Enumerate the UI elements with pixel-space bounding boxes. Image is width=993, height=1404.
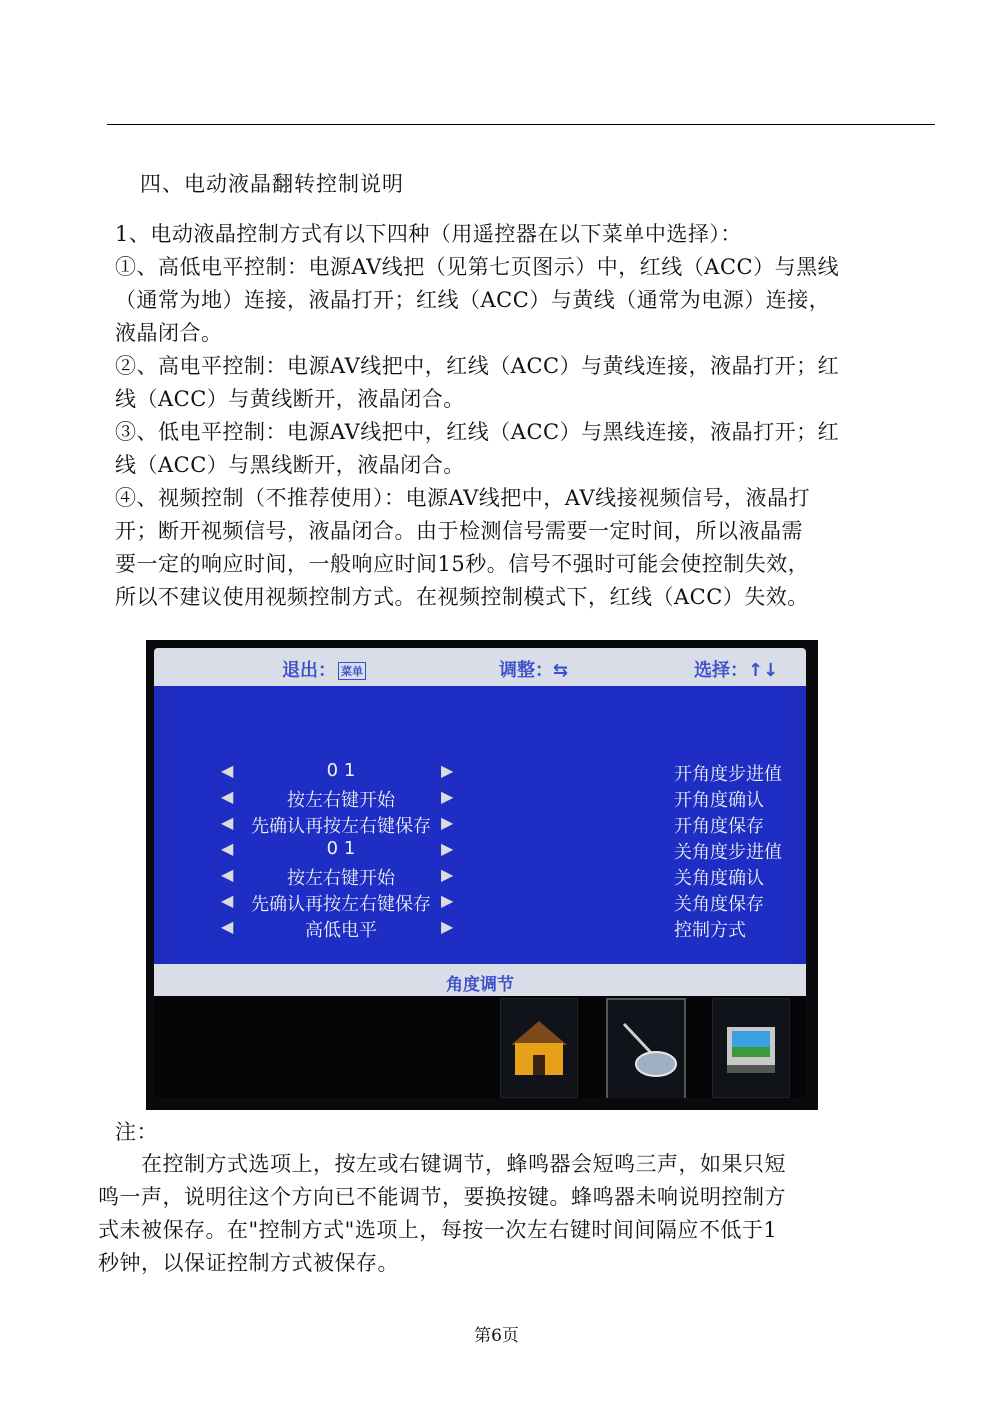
note-label: 注： — [115, 1120, 158, 1144]
paragraph-line: 要一定的响应时间，一般响应时间15秒。信号不强时可能会使控制失效， — [115, 552, 810, 576]
osd-row-open-confirm[interactable] — [166, 784, 792, 810]
paragraph-line: ④、视频控制（不推荐使用）：电源AV线把中，AV线接视频信号，液晶打 — [115, 486, 811, 510]
row-name: 关角度步进值 — [674, 842, 782, 863]
right-arrow-icon[interactable]: ▶ — [441, 891, 454, 910]
paragraph-line: 开；断开视频信号，液晶闭合。由于检测信号需要一定时间，所以液晶需 — [115, 519, 803, 543]
osd-row-open-save[interactable] — [166, 810, 792, 836]
paragraph-line: 所以不建议使用视频控制方式。在视频控制模式下，红线（ACC）失效。 — [115, 585, 809, 609]
left-arrow-icon[interactable]: ◀ — [221, 761, 234, 780]
right-arrow-icon[interactable]: ▶ — [441, 761, 454, 780]
right-arrow-icon[interactable]: ▶ — [441, 813, 454, 832]
row-name: 关角度保存 — [674, 894, 764, 915]
osd-settings-panel — [166, 686, 792, 976]
right-arrow-icon[interactable]: ▶ — [441, 839, 454, 858]
osd-top-bar — [154, 648, 806, 686]
osd-menu — [154, 648, 806, 1098]
section-heading: 四、电动液晶翻转控制说明 — [140, 172, 404, 196]
osd-row-open-step[interactable] — [166, 758, 792, 784]
tv-screen-icon[interactable] — [712, 998, 790, 1098]
note-line: 在控制方式选项上，按左或右键调节，蜂鸣器会短鸣三声，如果只短 — [98, 1152, 786, 1176]
row-name: 开角度保存 — [674, 816, 764, 837]
paragraph-line: ②、高电平控制：电源AV线把中，红线（ACC）与黄线连接，液晶打开；红 — [115, 354, 840, 378]
select-hint: 选择：↑↓ — [694, 660, 779, 681]
home-icon[interactable] — [500, 998, 578, 1098]
left-arrow-icon[interactable]: ◀ — [221, 865, 234, 884]
osd-row-close-confirm[interactable] — [166, 862, 792, 888]
row-value: 先确认再按左右键保存 — [251, 894, 431, 915]
row-value: 0 1 — [326, 838, 356, 859]
left-arrow-icon[interactable]: ◀ — [221, 813, 234, 832]
note-line: 式未被保存。在"控制方式"选项上，每按一次左右键时间间隔应不低于1 — [98, 1218, 778, 1242]
panel-title: 角度调节 — [446, 975, 514, 995]
left-arrow-icon[interactable]: ◀ — [221, 917, 234, 936]
paragraph-line: ①、高低电平控制：电源AV线把（见第七页图示）中，红线（ACC）与黑线 — [115, 255, 840, 279]
left-arrow-icon[interactable]: ◀ — [221, 839, 234, 858]
paragraph-line: ③、低电平控制：电源AV线把中，红线（ACC）与黑线连接，液晶打开；红 — [115, 420, 840, 444]
osd-row-close-step[interactable] — [166, 836, 792, 862]
row-name: 控制方式 — [674, 920, 746, 941]
row-value: 0 1 — [326, 760, 356, 781]
note-line: 秒钟，以保证控制方式被保存。 — [98, 1251, 399, 1275]
magnifier-icon[interactable] — [606, 998, 686, 1098]
note-paragraph — [98, 1148, 928, 1280]
paragraph-line: 液晶闭合。 — [115, 321, 223, 345]
right-arrow-icon[interactable]: ▶ — [441, 917, 454, 936]
osd-row-close-save[interactable] — [166, 888, 792, 914]
osd-title-bar — [154, 964, 806, 996]
right-arrow-icon[interactable]: ▶ — [441, 865, 454, 884]
osd-screenshot — [146, 640, 818, 1110]
osd-row-control-mode[interactable] — [166, 914, 792, 940]
right-arrow-icon[interactable]: ▶ — [441, 787, 454, 806]
left-arrow-icon[interactable]: ◀ — [221, 891, 234, 910]
adjust-hint: 调整：⇆ — [499, 660, 569, 681]
row-name: 开角度步进值 — [674, 764, 782, 785]
row-value: 按左右键开始 — [287, 790, 395, 811]
paragraph-line: 线（ACC）与黄线断开，液晶闭合。 — [115, 387, 465, 411]
page-number: 第6页 — [474, 1326, 519, 1346]
paragraph-line: 1、电动液晶控制方式有以下四种（用遥控器在以下菜单中选择）： — [115, 222, 742, 246]
row-name: 开角度确认 — [674, 790, 764, 811]
note-line: 鸣一声，说明往这个方向已不能调节，要换按键。蜂鸣器未响说明控制方 — [98, 1185, 786, 1209]
menu-key-label: 菜单 — [338, 662, 366, 680]
paragraph-line: 线（ACC）与黑线断开，液晶闭合。 — [115, 453, 465, 477]
exit-hint: 退出： 菜单 — [282, 656, 366, 682]
row-value: 先确认再按左右键保存 — [251, 816, 431, 837]
header-rule — [107, 124, 935, 125]
osd-icon-bar — [154, 996, 806, 1098]
paragraph-line: （通常为地）连接，液晶打开；红线（ACC）与黄线（通常为电源）连接， — [115, 288, 831, 312]
intro-paragraphs — [115, 218, 945, 614]
row-name: 关角度确认 — [674, 868, 764, 889]
left-arrow-icon[interactable]: ◀ — [221, 787, 234, 806]
row-value: 按左右键开始 — [287, 868, 395, 889]
row-value: 高低电平 — [305, 920, 377, 941]
